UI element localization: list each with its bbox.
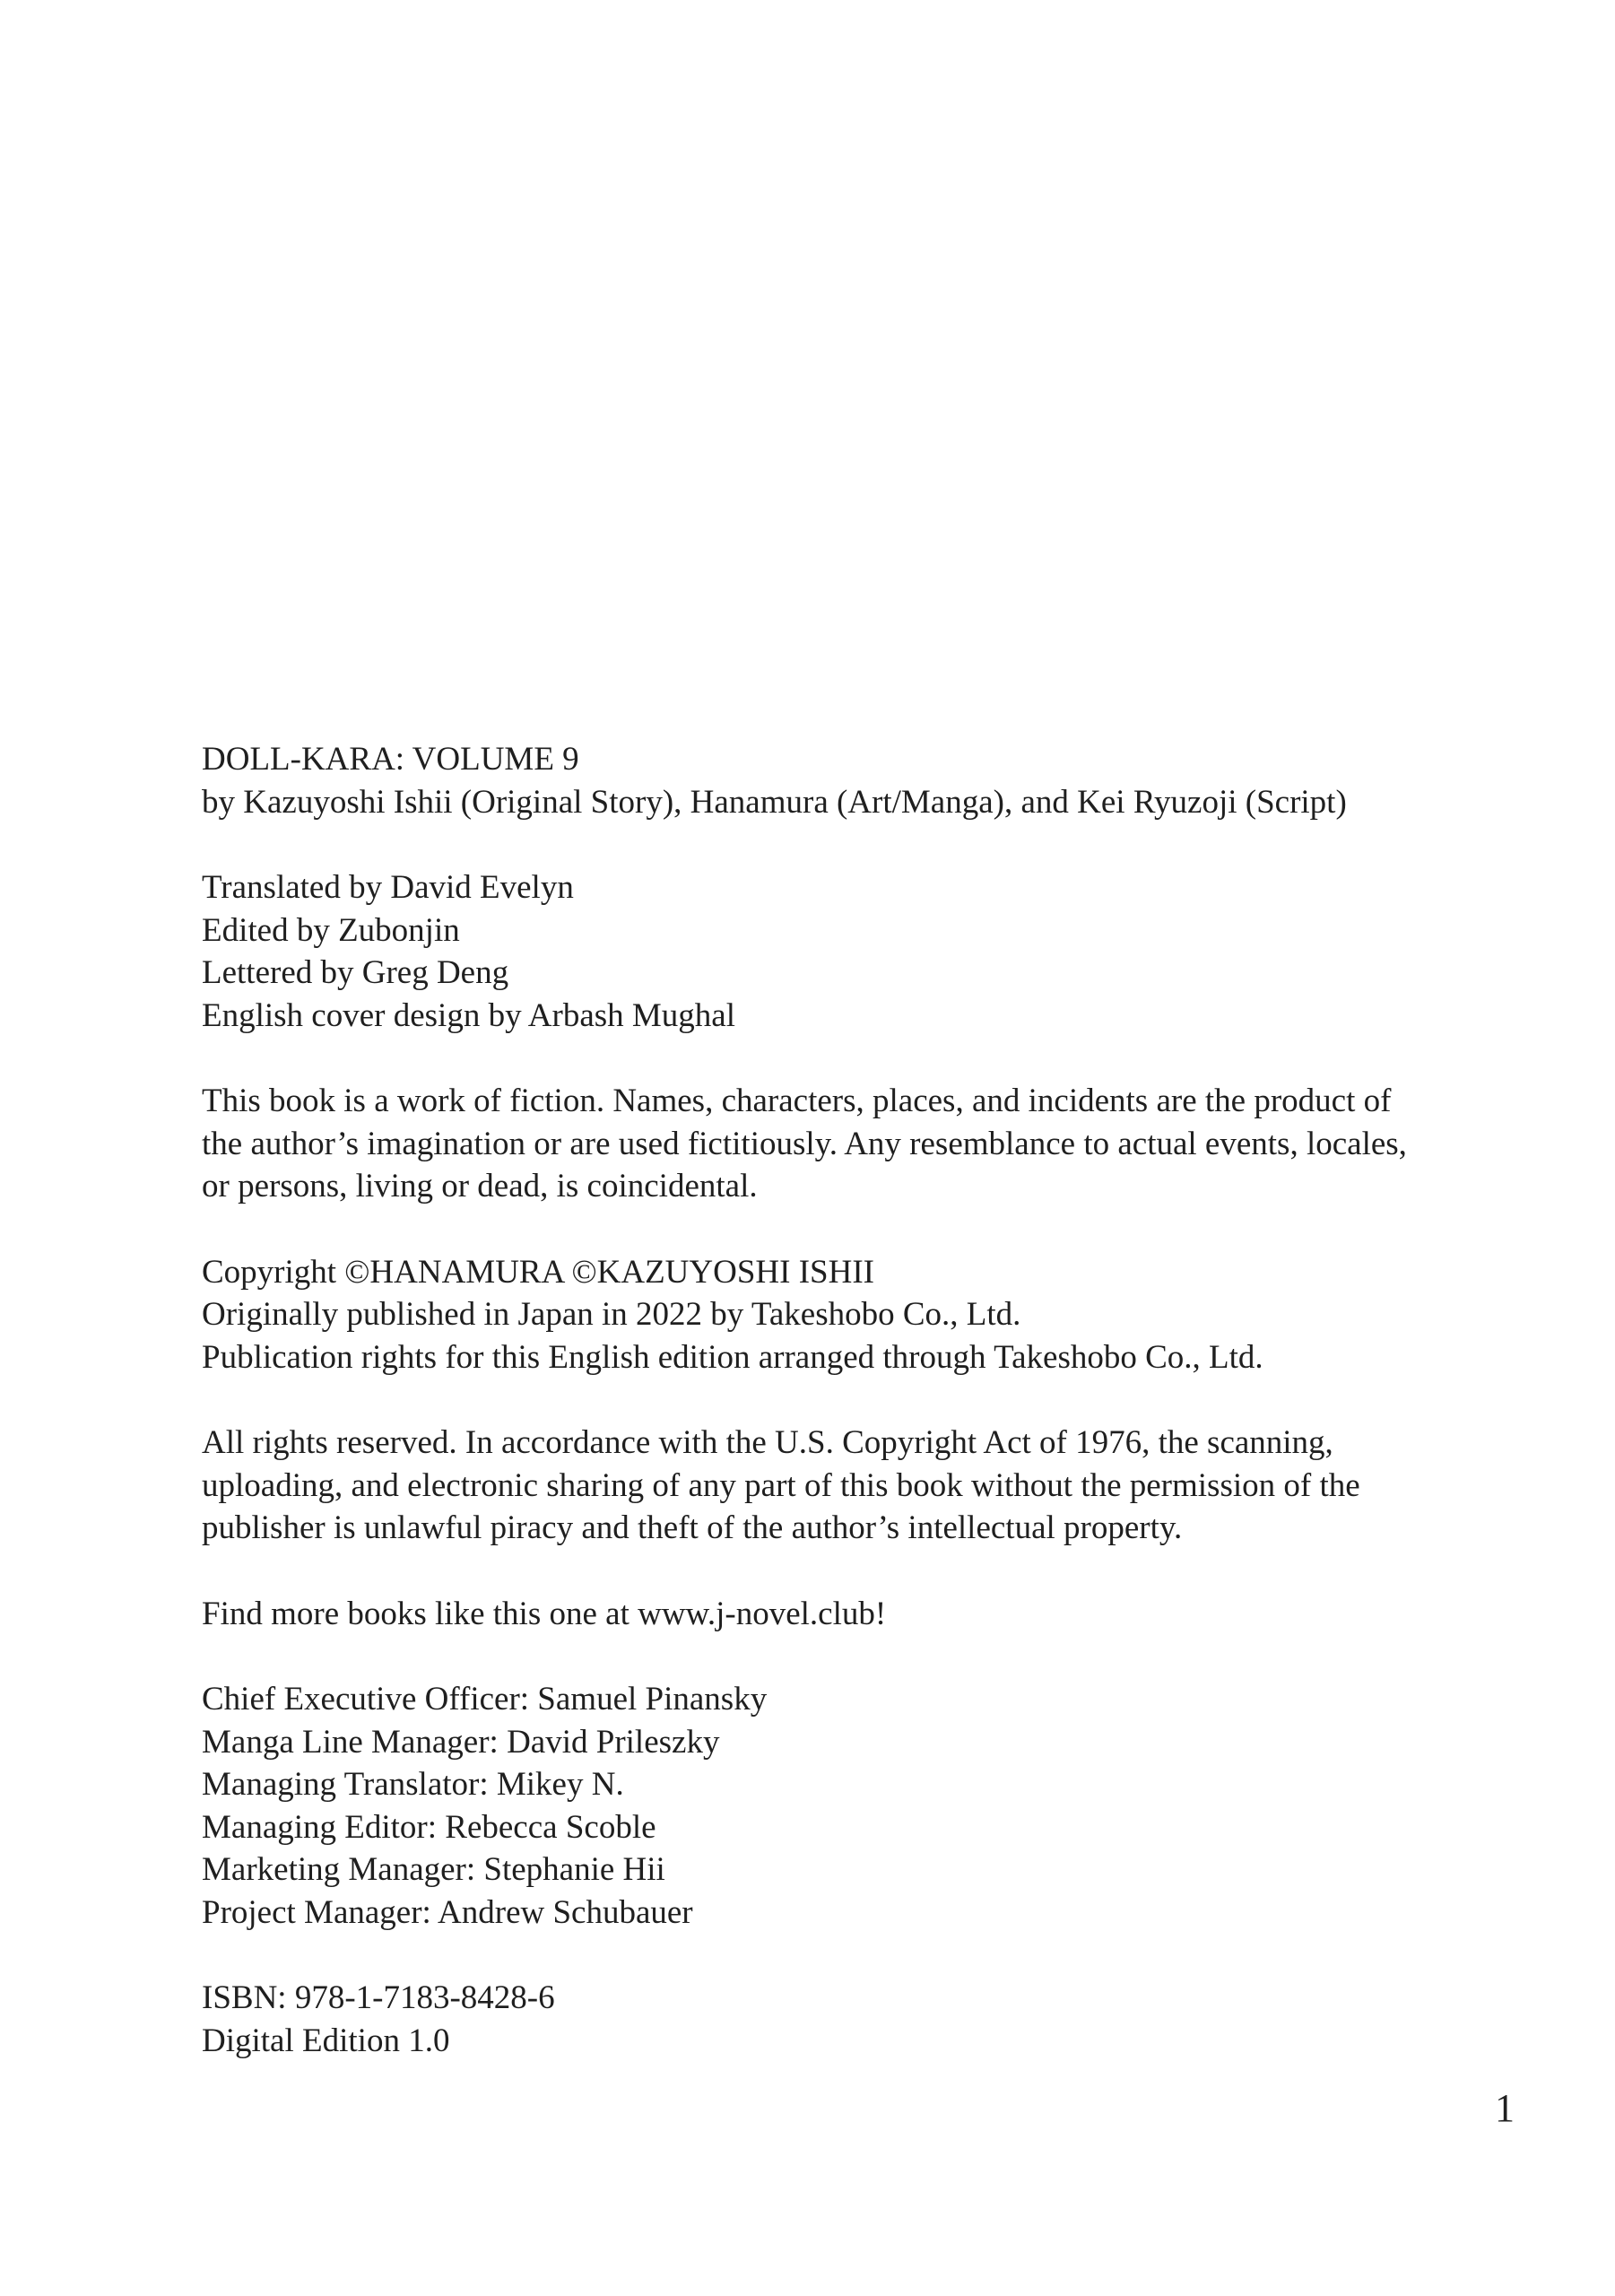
rights-notice xyxy=(202,1422,1511,1550)
fiction-notice xyxy=(202,1080,1511,1208)
fiction-notice-line: the author’s imagination or are used fictitiously. Any resemblance to actual events, locales, xyxy=(202,1125,1407,1162)
rights-notice-line: publisher is unlawful piracy and theft of the author’s intellectual property. xyxy=(202,1509,1183,1546)
promo-notice xyxy=(202,1593,1511,1636)
ceo-credit: Chief Executive Officer: Samuel Pinansky xyxy=(202,1681,768,1718)
edition-label: Digital Edition 1.0 xyxy=(202,2022,450,2059)
letterer-credit: Lettered by Greg Deng xyxy=(202,954,509,991)
copyright-line: Copyright ©HANAMURA ©KAZUYOSHI ISHII xyxy=(202,1253,874,1291)
project-manager-credit: Project Manager: Andrew Schubauer xyxy=(202,1893,693,1931)
rights-notice-line: All rights reserved. In accordance with the U.S. Copyright Act of 1976, the scanning, xyxy=(202,1424,1333,1461)
copyright-page-content xyxy=(202,738,1511,2105)
manga-line-manager-credit: Manga Line Manager: David Prileszky xyxy=(202,1723,720,1761)
book-title: DOLL-KARA: VOLUME 9 xyxy=(202,741,579,778)
marketing-manager-credit: Marketing Manager: Stephanie Hii xyxy=(202,1851,665,1888)
fiction-notice-line: or persons, living or dead, is coincidental. xyxy=(202,1168,758,1205)
original-publication-line: Originally published in Japan in 2022 by Takeshobo Co., Ltd. xyxy=(202,1296,1021,1333)
cover-design-credit: English cover design by Arbash Mughal xyxy=(202,996,735,1034)
managing-translator-credit: Managing Translator: Mikey N. xyxy=(202,1766,624,1803)
rights-notice-line: uploading, and electronic sharing of any part of this book without the permission of the xyxy=(202,1466,1360,1504)
managing-editor-credit: Managing Editor: Rebecca Scoble xyxy=(202,1808,656,1846)
editor-credit: Edited by Zubonjin xyxy=(202,911,460,949)
promo-line: Find more books like this one at www.j-novel.club! xyxy=(202,1595,887,1632)
isbn: ISBN: 978-1-7183-8428-6 xyxy=(202,1979,555,2016)
publication-rights-line: Publication rights for this English edition arranged through Takeshobo Co., Ltd. xyxy=(202,1338,1263,1376)
staff-credits xyxy=(202,866,1511,1037)
page-number: 1 xyxy=(1495,2086,1515,2130)
edition-info xyxy=(202,1977,1511,2062)
title-block xyxy=(202,738,1511,823)
fiction-notice-line: This book is a work of fiction. Names, characters, places, and incidents are the product of xyxy=(202,1083,1392,1119)
translator-credit: Translated by David Evelyn xyxy=(202,869,574,906)
copyright-notice xyxy=(202,1251,1511,1379)
author-byline: by Kazuyoshi Ishii (Original Story), Hanamura (Art/Manga), and Kei Ryuzoji (Script) xyxy=(202,783,1347,821)
management-credits xyxy=(202,1678,1511,1934)
